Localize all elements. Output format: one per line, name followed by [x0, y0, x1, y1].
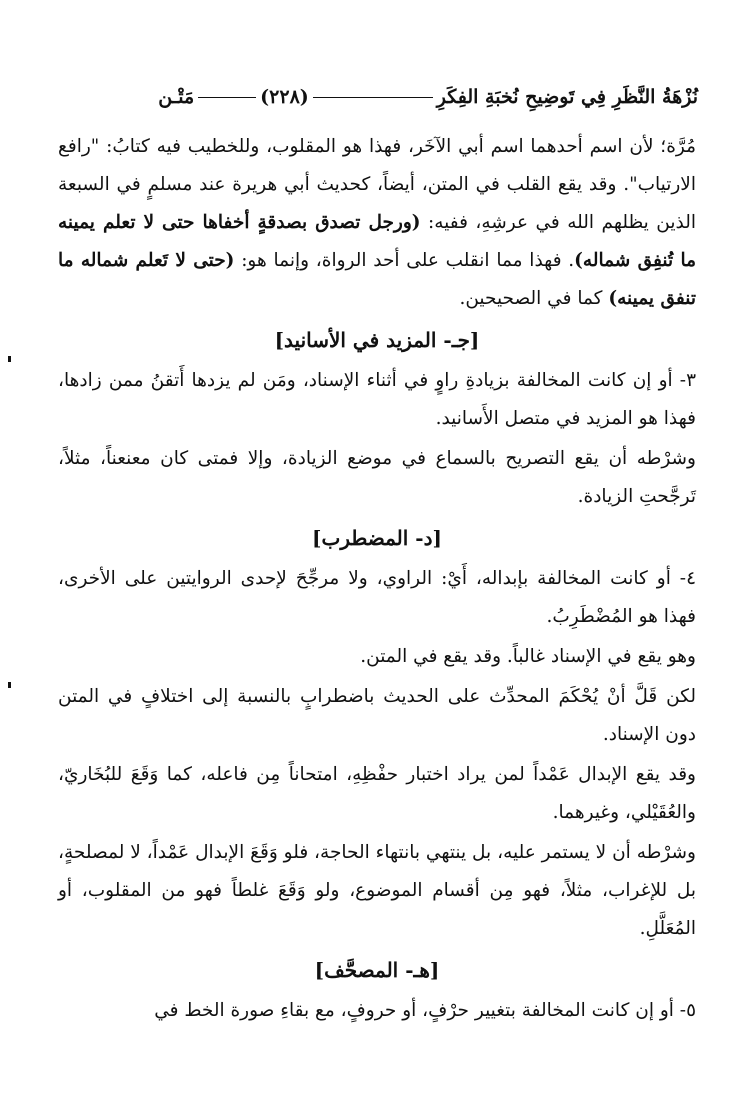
heading-mudtarib: [د- المضطرب]	[312, 526, 442, 550]
heading-musahhaf: [هـ- المصحَّف]	[314, 958, 440, 982]
section-label: مَتْـن	[158, 86, 195, 108]
item-5: ٥- أو إن كانت المخالفة بتغيير حرْفٍ، أو حروفٍ، مع بقاءِ صورة الخط في	[154, 1000, 696, 1021]
header-rule	[198, 97, 256, 98]
page-number: (٢٢٨)	[260, 86, 309, 108]
running-header	[58, 86, 698, 108]
item-3: ٣- أو إن كانت المخالفة بزيادةِ راوٍ في أثناء الإسناد، ومَن لم يزدها أَتقنُ ممن زادها، فهذا هو المزيد في متصل الأَسانيد.	[58, 370, 696, 429]
paragraph-lakin: لكن قَلَّ أنْ يُحْكَمَ المحدِّث على الحديث باضطرابٍ بالنسبة إلى اختلافٍ في المتن دون الإسناد.	[58, 686, 696, 745]
page-body	[58, 128, 696, 1032]
paragraph-ibdal: وقد يقع الإبدال عَمْداً لمن يراد اختبار حفْظِهِ، امتحاناً مِن فاعله، كما وَقَعَ للبُخَاريّ، والعُقَيْلي، وغيرهما.	[58, 764, 696, 823]
paragraph-shart: وشرْطه أن لا يستمر عليه، بل ينتهي بانتهاء الحاجة، فلو وَقَعَ الإبدال عَمْداً، لا لمصلحةٍ، بل للإغراب، مثلاً، فهو مِن أقسام الموضوع، ولو وَقَعَ غلطاً فهو من المقلوب، أو المُعَلَّلِ.	[58, 842, 696, 939]
margin-mark	[8, 356, 11, 362]
item-3-condition: وشرْطه أن يقع التصريح بالسماع في موضع الزيادة، وإلا فمتى كان معنعناً، مثلاً، تَرجَّحتِ الزيادة.	[58, 448, 696, 507]
header-rule	[313, 97, 433, 98]
margin-mark	[8, 682, 11, 688]
hadith-quote-correct: (حتى لا تَعلم شماله ما تنفق يمينه)	[58, 250, 696, 309]
item-4-note: وهو يقع في الإسناد غالباً. وقد يقع في المتن.	[360, 646, 696, 667]
paragraph-maqlub-matn: مُرَّة؛ لأن اسم أحدهما اسم أبي الآخَر، فهذا هو المقلوب، وللخطيب فيه كتابُ: "رافع الارتياب". وقد يقع القلب في المتن، أيضاً، كحديث أبي هريرة عند مسلمٍ في السبعة الذين يظلهم الله في عرشِهِ، ففيه: (ورجل تصدق بصدقةٍ أخفاها حتى لا تعلم يمينه ما تُنفِق شماله). فهذا مما انقلب على أحد الرواة، وإنما هو: (حتى لا تَعلم شماله ما تنفق يمينه) كما في الصحيحين.	[58, 136, 696, 309]
item-4: ٤- أو كانت المخالفة بإبداله، أَيْ: الراوي، ولا مرجِّحَ لإحدى الروايتين على الأخرى، فهذا هو المُضْطَرِبُ.	[58, 568, 696, 627]
heading-mazid: [جـ- المزيد في الأسانيد]	[274, 328, 480, 352]
hadith-quote-wrong: (ورجل تصدق بصدقةٍ أخفاها حتى لا تعلم يمينه ما تُنفِق شماله)	[58, 212, 696, 271]
book-title: نُزْهَةُ النَّظَرِ فِي تَوضِيحِ نُخبَةِ الفِكَرِ	[436, 86, 698, 108]
